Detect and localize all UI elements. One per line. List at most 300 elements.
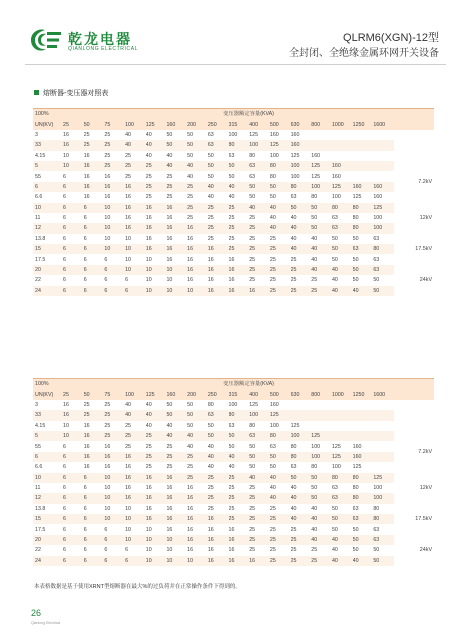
fuse-rating-cell: 16 xyxy=(146,203,167,213)
fuse-rating-cell: 16 xyxy=(83,173,90,180)
un-value: 33 xyxy=(33,140,63,150)
fuse-rating-cell xyxy=(353,161,374,171)
fuse-rating-cell: 63 xyxy=(208,140,229,150)
fuse-rating-cell xyxy=(373,452,394,462)
fuse-rating-cell: 40 xyxy=(229,182,250,192)
fuse-rating-cell xyxy=(311,400,332,410)
fuse-rating-cell xyxy=(353,151,374,161)
fuse-rating-cell: 40 xyxy=(249,203,270,213)
fuse-rating-cell: 50 xyxy=(187,140,208,150)
fuse-rating-cell: 125 xyxy=(270,410,291,420)
fuse-rating-cell: 25 xyxy=(290,277,297,284)
fuse-rating-cell: 100 xyxy=(290,173,300,180)
header-divider xyxy=(25,64,446,65)
fuse-rating-cell: 40 xyxy=(290,215,297,222)
fuse-rating-cell: 25 xyxy=(125,173,131,180)
fuse-rating-cell: 40 xyxy=(166,161,187,171)
fuse-rating-cell: 16 xyxy=(228,277,235,284)
fuse-rating-cell: 125 xyxy=(249,401,259,408)
fuse-rating-cell: 16 xyxy=(104,464,111,471)
fuse-rating-cell: 50 xyxy=(291,473,312,483)
fuse-rating-cell: 25 xyxy=(269,277,276,284)
fuse-rating-cell: 16 xyxy=(84,182,105,192)
fuse-rating-cell: 160 xyxy=(291,140,312,150)
fuse-rating-cell: 80 xyxy=(291,452,312,462)
fuse-rating-cell: 40 xyxy=(187,431,208,441)
fuse-rating-cell: 25 xyxy=(187,452,208,462)
fuse-rating-cell: 10 xyxy=(104,514,125,524)
fuse-rating-cell: 16 xyxy=(208,286,229,296)
fuse-rating-cell xyxy=(353,400,374,410)
fuse-rating-cell xyxy=(332,421,353,431)
fuse-rating-cell: 25 xyxy=(269,505,276,512)
fuse-rating-cell: 25 xyxy=(249,223,270,233)
fuse-rating-cell: 16 xyxy=(187,547,194,554)
fuse-rating-cell: 40 xyxy=(332,535,353,545)
fuse-rating-cell: 16 xyxy=(125,485,131,492)
fuse-rating-cell: 50 xyxy=(269,194,276,201)
fuse-rating-cell: 25 xyxy=(84,410,105,420)
capacity-header-cell: 100 xyxy=(125,389,146,399)
fuse-rating-cell xyxy=(373,431,394,441)
fuse-rating-cell: 16 xyxy=(187,514,208,524)
fuse-rating-cell: 40 xyxy=(207,194,214,201)
fuse-rating-cell: 16 xyxy=(104,452,125,462)
fuse-rating-cell: 25 xyxy=(125,443,131,450)
fuse-rating-cell: 16 xyxy=(166,514,187,524)
fuse-rating-cell: 16 xyxy=(63,131,69,138)
table-row xyxy=(33,441,434,451)
fuse-rating-cell: 125 xyxy=(311,161,332,171)
percent-label: 100% xyxy=(33,379,63,390)
fuse-rating-cell: 25 xyxy=(228,215,235,222)
fuse-rating-cell: 160 xyxy=(269,131,279,138)
fuse-rating-cell: 25 xyxy=(249,535,270,545)
footnote: 本表格数据是基于使用XRNT型熔断器在最大%的过负荷并在正常操作条件下得到的。 xyxy=(34,584,241,590)
fuse-rating-cell: 16 xyxy=(104,443,111,450)
fuse-rating-cell: 16 xyxy=(84,161,105,171)
fuse-rating-cell: 25 xyxy=(104,161,125,171)
fuse-rating-cell: 25 xyxy=(249,526,256,533)
fuse-rating-cell: 80 xyxy=(249,422,256,429)
fuse-rating-cell: 25 xyxy=(228,485,235,492)
fuse-rating-cell: 63 xyxy=(269,443,276,450)
fuse-rating-cell: 40 xyxy=(270,493,291,503)
fuse-rating-cell: 50 xyxy=(208,431,229,441)
un-value: 17.5 xyxy=(35,526,46,533)
fuse-rating-cell: 16 xyxy=(166,244,187,254)
table-row xyxy=(33,504,434,514)
fuse-rating-cell: 16 xyxy=(83,443,90,450)
un-value: 15 xyxy=(33,514,63,524)
fuse-rating-cell: 10 xyxy=(145,277,152,284)
fuse-rating-cell xyxy=(311,410,332,420)
fuse-rating-cell: 63 xyxy=(373,265,394,275)
fuse-rating-cell: 63 xyxy=(373,235,380,242)
fuse-rating-cell: 6 xyxy=(104,526,108,533)
fuse-rating-cell: 50 xyxy=(187,152,194,159)
fuse-rating-cell: 25 xyxy=(269,235,276,242)
fuse-rating-cell: 25 xyxy=(291,286,312,296)
fuse-rating-cell: 100 xyxy=(311,443,321,450)
fuse-rating-cell: 50 xyxy=(331,256,338,263)
fuse-rating-cell: 25 xyxy=(166,173,173,180)
fuse-rating-cell: 16 xyxy=(166,235,173,242)
fuse-rating-cell: 6 xyxy=(125,556,146,566)
fuse-rating-cell: 50 xyxy=(187,401,194,408)
fuse-rating-cell: 50 xyxy=(332,514,353,524)
fuse-rating-cell: 16 xyxy=(208,556,229,566)
fuse-rating-cell: 16 xyxy=(187,256,194,263)
fuse-rating-cell: 16 xyxy=(63,140,84,150)
fuse-rating-cell: 10 xyxy=(125,235,131,242)
fuse-rating-cell: 10 xyxy=(125,265,146,275)
voltage-empty xyxy=(394,151,434,161)
fuse-rating-cell: 160 xyxy=(269,401,279,408)
capacity-header-cell: 50 xyxy=(84,389,105,399)
fuse-rating-cell: 6 xyxy=(83,547,87,554)
fuse-rating-cell: 63 xyxy=(207,131,214,138)
fuse-rating-cell: 160 xyxy=(352,443,362,450)
fuse-rating-cell: 16 xyxy=(187,535,208,545)
fuse-rating-cell: 125 xyxy=(373,203,394,213)
capacity-header-cell: 800 xyxy=(311,389,332,399)
un-value: 22 xyxy=(35,277,41,284)
un-label: UN(KV) xyxy=(33,389,63,399)
brand-name: 乾龙电器 xyxy=(68,31,132,47)
fuse-rating-cell: 40 xyxy=(166,422,173,429)
fuse-rating-cell: 25 xyxy=(229,203,250,213)
fuse-rating-cell: 80 xyxy=(353,493,374,503)
fuse-rating-cell: 10 xyxy=(166,547,173,554)
fuse-rating-cell: 63 xyxy=(228,152,235,159)
fuse-rating-cell xyxy=(311,140,332,150)
fuse-rating-cell: 63 xyxy=(208,410,229,420)
table-row xyxy=(33,151,434,161)
fuse-rating-cell: 80 xyxy=(352,215,359,222)
fuse-rating-cell: 25 xyxy=(145,173,152,180)
fuse-rating-cell: 25 xyxy=(207,485,214,492)
fuse-rating-cell: 25 xyxy=(146,452,167,462)
fuse-rating-cell: 10 xyxy=(125,535,146,545)
fuse-rating-cell: 100 xyxy=(291,431,312,441)
fuse-rating-cell: 25 xyxy=(249,485,256,492)
fuse-rating-cell: 40 xyxy=(311,265,332,275)
fuse-rating-cell: 63 xyxy=(249,431,270,441)
fuse-rating-cell: 40 xyxy=(228,464,235,471)
fuse-rating-cell: 6 xyxy=(84,286,105,296)
fuse-rating-cell: 40 xyxy=(311,535,332,545)
table-row xyxy=(33,524,434,534)
capacity-header-cell: 1600 xyxy=(373,389,394,399)
capacity-header-cell: 200 xyxy=(187,389,208,399)
fuse-rating-cell: 40 xyxy=(311,244,332,254)
fuse-rating-cell: 80 xyxy=(373,244,394,254)
fuse-rating-cell: 16 xyxy=(166,215,173,222)
fuse-table-1 xyxy=(33,108,434,296)
fuse-rating-cell: 40 xyxy=(207,443,214,450)
fuse-rating-cell: 25 xyxy=(208,473,229,483)
fuse-rating-cell: 50 xyxy=(249,443,256,450)
capacity-title: 变压器额定容量(KVA) xyxy=(63,379,434,390)
fuse-rating-cell: 16 xyxy=(145,485,152,492)
fuse-rating-cell: 25 xyxy=(229,223,250,233)
fuse-rating-cell: 25 xyxy=(290,256,297,263)
fuse-rating-cell: 80 xyxy=(352,485,359,492)
model-title: QLRM6(XGN)-12型 xyxy=(343,32,439,44)
fuse-rating-cell: 25 xyxy=(207,235,214,242)
fuse-rating-cell xyxy=(332,130,353,140)
fuse-rating-cell: 80 xyxy=(311,194,318,201)
fuse-rating-cell: 16 xyxy=(125,223,146,233)
un-value: 11 xyxy=(35,485,41,492)
fuse-rating-cell: 125 xyxy=(270,140,291,150)
voltage-empty xyxy=(394,140,434,150)
fuse-rating-cell: 16 xyxy=(207,256,214,263)
fuse-rating-cell: 40 xyxy=(125,131,131,138)
capacity-header-cell: 25 xyxy=(63,389,84,399)
fuse-rating-cell: 25 xyxy=(166,194,173,201)
un-value: 20 xyxy=(33,265,63,275)
fuse-rating-cell: 80 xyxy=(353,223,374,233)
fuse-rating-cell: 10 xyxy=(104,235,111,242)
fuse-rating-cell: 63 xyxy=(332,223,353,233)
voltage-label: 7.2kV xyxy=(394,161,434,203)
un-value: 15 xyxy=(33,244,63,254)
fuse-rating-cell: 25 xyxy=(270,535,291,545)
table-row xyxy=(33,462,434,472)
fuse-rating-cell: 25 xyxy=(249,215,256,222)
fuse-rating-cell: 16 xyxy=(145,215,152,222)
fuse-rating-cell: 40 xyxy=(270,473,291,483)
fuse-rating-cell: 25 xyxy=(146,431,167,441)
fuse-rating-cell: 125 xyxy=(352,464,362,471)
fuse-rating-cell: 6 xyxy=(83,485,87,492)
fuse-rating-cell: 16 xyxy=(208,244,229,254)
fuse-rating-cell: 63 xyxy=(249,173,256,180)
fuse-rating-cell: 25 xyxy=(104,431,125,441)
fuse-rating-cell: 40 xyxy=(249,473,270,483)
fuse-rating-cell: 40 xyxy=(290,505,297,512)
un-value: 13.8 xyxy=(35,235,46,242)
table-row xyxy=(33,452,434,462)
fuse-rating-cell xyxy=(332,400,353,410)
fuse-rating-cell: 50 xyxy=(352,547,359,554)
fuse-rating-cell: 25 xyxy=(166,182,187,192)
fuse-rating-cell: 25 xyxy=(311,277,318,284)
fuse-rating-cell: 63 xyxy=(373,256,380,263)
table-row xyxy=(33,556,434,566)
table-row xyxy=(33,545,434,555)
fuse-rating-cell: 25 xyxy=(187,194,194,201)
fuse-rating-cell: 63 xyxy=(228,422,235,429)
fuse-rating-cell: 40 xyxy=(187,173,194,180)
fuse-rating-cell: 40 xyxy=(270,223,291,233)
table-row xyxy=(33,130,434,140)
fuse-rating-cell: 40 xyxy=(311,526,318,533)
fuse-rating-cell: 50 xyxy=(228,173,235,180)
fuse-rating-cell: 50 xyxy=(373,277,380,284)
fuse-rating-cell: 63 xyxy=(373,526,380,533)
fuse-rating-cell: 16 xyxy=(166,526,173,533)
fuse-rating-cell: 160 xyxy=(311,152,321,159)
fuse-rating-cell: 25 xyxy=(228,505,235,512)
fuse-rating-cell: 50 xyxy=(207,152,214,159)
fuse-rating-cell: 160 xyxy=(373,182,394,192)
fuse-rating-cell: 63 xyxy=(373,535,394,545)
fuse-rating-cell: 25 xyxy=(270,514,291,524)
fuse-rating-cell: 16 xyxy=(125,215,131,222)
fuse-rating-cell: 16 xyxy=(83,422,90,429)
fuse-rating-cell xyxy=(353,431,374,441)
un-value: 5 xyxy=(33,161,63,171)
voltage-empty xyxy=(394,421,434,431)
fuse-rating-cell: 16 xyxy=(83,194,90,201)
fuse-rating-cell: 6 xyxy=(63,223,84,233)
fuse-rating-cell: 25 xyxy=(125,422,131,429)
fuse-rating-cell: 16 xyxy=(125,182,146,192)
fuse-rating-cell: 125 xyxy=(332,452,353,462)
voltage-label: 24kV xyxy=(394,265,434,296)
fuse-rating-cell: 160 xyxy=(331,173,341,180)
fuse-rating-cell: 16 xyxy=(187,505,194,512)
un-value: 24 xyxy=(33,286,63,296)
fuse-rating-cell: 50 xyxy=(229,431,250,441)
fuse-rating-cell xyxy=(332,151,353,161)
fuse-rating-cell: 16 xyxy=(249,556,270,566)
fuse-rating-cell: 10 xyxy=(166,556,187,566)
table-row xyxy=(33,410,434,420)
fuse-rating-cell: 6 xyxy=(104,286,125,296)
fuse-rating-cell: 25 xyxy=(187,203,208,213)
fuse-rating-cell: 125 xyxy=(331,443,341,450)
fuse-rating-cell: 40 xyxy=(332,556,353,566)
fuse-rating-cell: 25 xyxy=(104,401,111,408)
fuse-rating-cell: 16 xyxy=(84,452,105,462)
fuse-rating-cell: 25 xyxy=(187,182,208,192)
capacity-header-cell: 800 xyxy=(311,119,332,129)
capacity-header-cell: 250 xyxy=(208,119,229,129)
fuse-rating-cell: 10 xyxy=(187,556,208,566)
fuse-rating-cell: 10 xyxy=(104,473,125,483)
un-value: 4.15 xyxy=(35,422,46,429)
un-label: UN(KV) xyxy=(33,119,63,129)
section-title: 熔断器-变压器对照表 xyxy=(43,90,109,97)
fuse-rating-cell: 10 xyxy=(125,244,146,254)
fuse-rating-cell: 50 xyxy=(228,443,235,450)
fuse-rating-cell: 6 xyxy=(63,493,84,503)
fuse-rating-cell: 6 xyxy=(84,244,105,254)
voltage-empty xyxy=(394,400,434,410)
fuse-rating-cell: 6 xyxy=(63,277,66,284)
fuse-rating-cell: 25 xyxy=(249,277,256,284)
fuse-rating-cell: 10 xyxy=(145,526,152,533)
fuse-rating-cell xyxy=(332,410,353,420)
un-value: 22 xyxy=(35,547,41,554)
fuse-rating-cell: 10 xyxy=(63,431,84,441)
fuse-rating-cell: 40 xyxy=(311,235,318,242)
capacity-header-cell: 1000 xyxy=(332,389,353,399)
fuse-rating-cell: 10 xyxy=(63,422,69,429)
fuse-rating-cell: 6 xyxy=(63,514,84,524)
capacity-header-cell: 1000 xyxy=(332,119,353,129)
fuse-rating-cell: 16 xyxy=(146,223,167,233)
un-value: 55 xyxy=(35,173,41,180)
fuse-rating-cell: 6 xyxy=(84,514,105,524)
fuse-rating-cell: 25 xyxy=(249,514,270,524)
fuse-rating-cell: 50 xyxy=(352,526,359,533)
fuse-rating-cell: 40 xyxy=(291,493,312,503)
fuse-rating-cell: 40 xyxy=(207,464,214,471)
fuse-rating-cell: 50 xyxy=(249,194,256,201)
table-row xyxy=(33,244,434,254)
fuse-rating-cell: 80 xyxy=(270,161,291,171)
fuse-table-2 xyxy=(33,378,434,566)
fuse-rating-cell: 10 xyxy=(104,203,125,213)
fuse-rating-cell: 100 xyxy=(331,194,341,201)
fuse-rating-cell: 40 xyxy=(291,244,312,254)
table-row xyxy=(33,203,434,213)
fuse-rating-cell: 25 xyxy=(270,556,291,566)
fuse-rating-cell: 100 xyxy=(291,161,312,171)
voltage-label: 12kV xyxy=(394,203,434,234)
fuse-rating-cell: 50 xyxy=(207,422,214,429)
fuse-rating-cell: 40 xyxy=(228,194,235,201)
fuse-rating-cell: 16 xyxy=(249,286,270,296)
fuse-rating-cell: 100 xyxy=(373,215,383,222)
fuse-rating-cell: 50 xyxy=(270,182,291,192)
fuse-rating-cell: 10 xyxy=(166,277,173,284)
fuse-rating-cell: 25 xyxy=(83,131,90,138)
fuse-rating-cell: 25 xyxy=(270,244,291,254)
fuse-rating-cell: 25 xyxy=(269,256,276,263)
header-spacer xyxy=(394,119,434,129)
fuse-rating-cell: 125 xyxy=(352,194,362,201)
fuse-rating-cell: 80 xyxy=(290,443,297,450)
fuse-rating-cell: 40 xyxy=(187,161,208,171)
fuse-rating-cell: 6 xyxy=(63,244,84,254)
fuse-rating-cell: 10 xyxy=(146,286,167,296)
voltage-label: 12kV xyxy=(394,473,434,504)
fuse-rating-cell: 6 xyxy=(104,535,125,545)
capacity-header-cell: 315 xyxy=(229,389,250,399)
fuse-rating-cell: 16 xyxy=(166,223,187,233)
fuse-rating-cell: 50 xyxy=(311,473,332,483)
fuse-rating-cell: 16 xyxy=(187,244,208,254)
table-row xyxy=(33,535,434,545)
fuse-rating-cell: 25 xyxy=(229,493,250,503)
fuse-rating-cell: 6 xyxy=(104,256,108,263)
fuse-rating-cell: 25 xyxy=(311,556,332,566)
fuse-rating-cell: 16 xyxy=(166,203,187,213)
fuse-rating-cell: 25 xyxy=(229,473,250,483)
fuse-rating-cell: 16 xyxy=(146,514,167,524)
fuse-rating-cell: 6 xyxy=(84,203,105,213)
fuse-rating-cell: 25 xyxy=(249,256,256,263)
fuse-rating-cell: 16 xyxy=(104,173,111,180)
fuse-rating-cell: 50 xyxy=(311,493,332,503)
brand-name-en: QIANLONG ELECTRICAL xyxy=(68,46,139,52)
fuse-rating-cell: 40 xyxy=(166,152,173,159)
fuse-rating-cell: 10 xyxy=(166,265,187,275)
fuse-rating-cell: 6 xyxy=(63,505,66,512)
fuse-rating-cell: 16 xyxy=(187,235,194,242)
fuse-rating-cell: 40 xyxy=(187,443,194,450)
fuse-rating-cell: 16 xyxy=(229,556,250,566)
fuse-rating-cell: 100 xyxy=(311,182,332,192)
fuse-rating-cell: 6 xyxy=(63,485,66,492)
capacity-header-cell: 125 xyxy=(146,119,167,129)
